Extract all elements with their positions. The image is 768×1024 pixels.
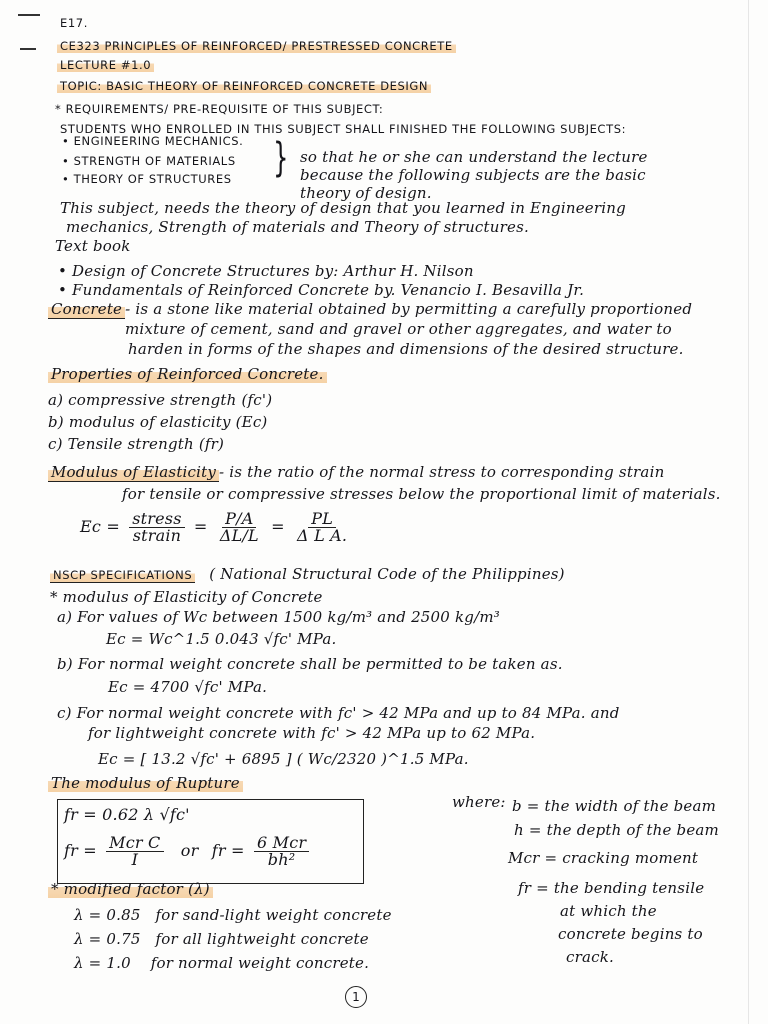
brace-note-line: so that he or she can understand the lecture [300, 148, 648, 166]
spec-c-line: c) For normal weight concrete with fc' > 42 MPa and up to 84 MPa. and [57, 704, 620, 722]
where-item: crack. [566, 948, 614, 966]
property-item: c) Tensile strength (fr) [48, 435, 225, 453]
properties-heading: Properties of Reinforced Concrete. [48, 365, 327, 383]
factor-item: λ = 0.85 for sand-light weight concrete [74, 906, 392, 924]
spec-c-line: for lightweight concrete with fc' > 42 MPa up to 62 MPa. [88, 724, 536, 742]
textbook-item: • Design of Concrete Structures by: Arthur H. Nilson [58, 262, 474, 280]
brace-symbol: } [273, 135, 289, 181]
spec-c-formula: Ec = [ 13.2 √fc' + 6895 ] ( Wc/2320 )^1.5 MPa. [98, 750, 469, 768]
concrete-definition-line: harden in forms of the shapes and dimensions of the desired structure. [128, 340, 684, 358]
margin-dash-mark [20, 48, 36, 50]
design-note-line: This subject, needs the theory of design that you learned in Engineering [60, 199, 626, 217]
where-item: b = the width of the beam [512, 797, 717, 815]
rupture-formula-1: fr = 0.62 λ √fc' [64, 805, 190, 824]
subject-item: • ENGINEERING MECHANICS. [62, 134, 244, 148]
page-number: 1 [345, 986, 367, 1008]
rupture-heading: The modulus of Rupture [48, 774, 243, 792]
modified-factor-heading: * modified factor (λ) [48, 880, 213, 898]
spec-a: a) For values of Wc between 1500 kg/m³ and 2500 kg/m³ [57, 608, 500, 626]
margin-dash-mark [18, 14, 40, 16]
brace-note-line: because the following subjects are the basic [300, 166, 646, 184]
factor-item: λ = 1.0 for normal weight concrete. [74, 954, 370, 972]
requirements-heading: * REQUIREMENTS/ PRE-REQUISITE OF THIS SUBJECT: [55, 102, 384, 116]
modulus-concrete-heading: * modulus of Elasticity of Concrete [50, 588, 323, 606]
subject-item: • STRENGTH OF MATERIALS [62, 154, 236, 168]
where-item: h = the depth of the beam [514, 821, 719, 839]
course-title: CE323 PRINCIPLES OF REINFORCED/ PRESTRESSED CONCRETE [57, 37, 456, 55]
topic-title: TOPIC: BASIC THEORY OF REINFORCED CONCRETE DESIGN [57, 77, 431, 95]
modulus-definition-line: for tensile or compressive stresses below the proportional limit of materials. [122, 485, 721, 503]
requirements-text: STUDENTS WHO ENROLLED IN THIS SUBJECT SHALL FINISHED THE FOLLOWING SUBJECTS: [60, 122, 627, 136]
subject-item: • THEORY OF STRUCTURES [62, 172, 232, 186]
concrete-definition: Concrete - is a stone like material obtained by permitting a carefully proportioned [48, 300, 692, 318]
where-label: where: [452, 793, 506, 811]
document-code: E17. [60, 16, 88, 30]
property-item: a) compressive strength (fc') [48, 391, 273, 409]
lecture-number: LECTURE #1.0 [57, 56, 154, 74]
brace-note-line: theory of design. [300, 184, 432, 202]
factor-item: λ = 0.75 for all lightweight concrete [74, 930, 369, 948]
rupture-formula-2: fr = $\frac{\text{Mcr C}}{I}$ or fr = $\frac{\text{6 Mcr}}{\text{bh²}}$ [64, 834, 313, 868]
textbook-item: • Fundamentals of Reinforced Concrete by. Venancio I. Besavilla Jr. [58, 281, 585, 299]
spec-b: b) For normal weight concrete shall be permitted to be taken as. [57, 655, 563, 673]
where-item: at which the [560, 902, 657, 920]
ec-formula: Ec = $\frac{\text{stress}}{\text{strain}}$ = $\frac{P/A}{\Delta L/L}$ = $\frac{PL}{\text{Δ L A.}}$ [80, 509, 348, 545]
nscp-heading: NSCP SPECIFICATIONS ( National Structural Code of the Philippines) [50, 565, 565, 584]
design-note-line: mechanics, Strength of materials and Theory of structures. [66, 218, 529, 236]
spec-a-formula: Ec = Wc^1.5 0.043 √fc' MPa. [106, 630, 337, 648]
page-margin-line [748, 0, 749, 1024]
modulus-definition: Modulus of Elasticity - is the ratio of the normal stress to corresponding strain [48, 463, 664, 481]
where-item: fr = the bending tensile [518, 879, 705, 897]
concrete-definition-line: mixture of cement, sand and gravel or other aggregates, and water to [125, 320, 672, 338]
textbook-heading: Text book [55, 237, 131, 255]
where-item: Mcr = cracking moment [508, 849, 699, 867]
where-item: concrete begins to [558, 925, 703, 943]
property-item: b) modulus of elasticity (Ec) [48, 413, 268, 431]
spec-b-formula: Ec = 4700 √fc' MPa. [108, 678, 268, 696]
